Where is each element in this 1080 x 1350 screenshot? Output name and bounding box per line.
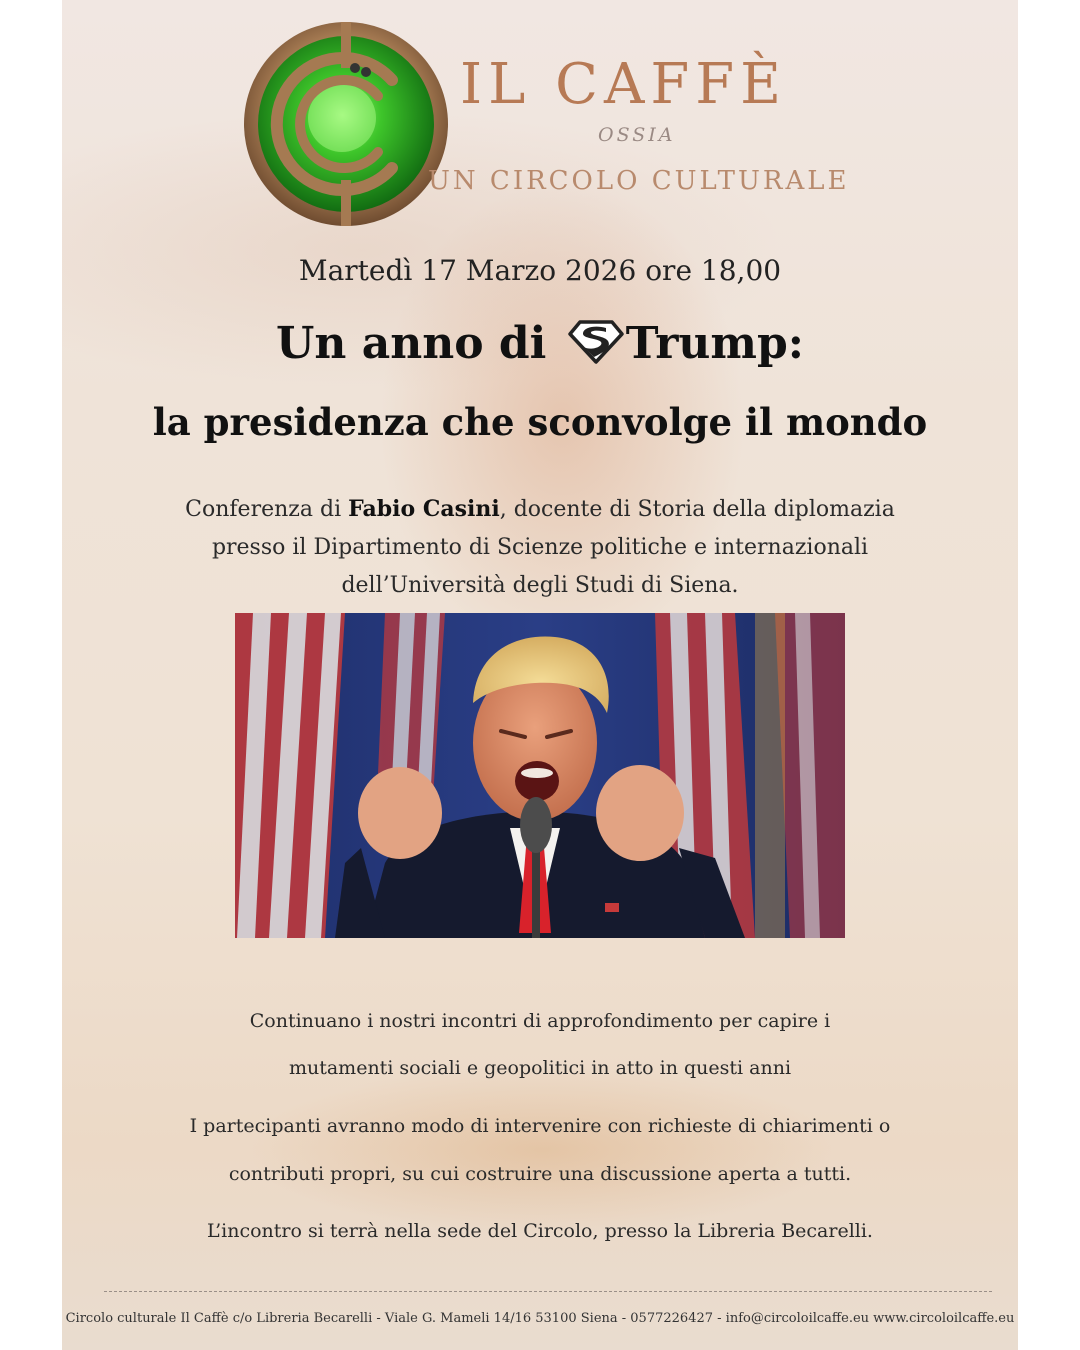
circolo-logo-icon (242, 20, 450, 228)
brand-subtitle: UN CIRCOLO CULTURALE (428, 166, 850, 196)
poster (62, 0, 1018, 1350)
body-line-4: contributi propri, su cui costruire una discussione aperta a tutti. (228, 1163, 852, 1185)
body-line-3: I partecipanti avranno modo di intervenire con richieste di chiarimenti o (189, 1115, 891, 1137)
brand-name: IL CAFFÈ (460, 52, 787, 117)
footer-divider (104, 1291, 992, 1292)
speaker-photo (235, 613, 845, 938)
event-subtitle: la presidenza che sconvolge il mondo (152, 400, 928, 444)
event-title-part2: Trump: (625, 318, 804, 369)
speaker-name: Fabio Casini (348, 496, 500, 522)
body-line-2: mutamenti sociali e geopolitici in atto in questi anni (288, 1057, 792, 1079)
intro-line1-rest: , docente di Storia della diplomazia (499, 497, 895, 522)
event-date: Martedì 17 Marzo 2026 ore 18,00 (298, 254, 782, 287)
footer-contacts: Circolo culturale Il Caffè c/o Libreria Becarelli - Viale G. Mameli 14/16 53100 Siena - 0577226427 - info@circoloilcaffe.eu www.circoloilcaffe.eu (65, 1311, 1015, 1326)
body-line-5: L’incontro si terrà nella sede del Circolo, presso la Libreria Becarelli. (207, 1220, 873, 1242)
intro-line-2: presso il Dipartimento di Scienze politiche e internazionali (211, 535, 869, 560)
intro-prefix: Conferenza di (185, 497, 349, 522)
intro-paragraph (62, 490, 1018, 605)
brand-ossia: OSSIA (598, 124, 676, 146)
event-title (62, 318, 1018, 369)
intro-line-1 (62, 490, 1018, 529)
superman-shield-icon (568, 320, 624, 364)
intro-line-3: dell’Università degli Studi di Siena. (341, 573, 739, 598)
event-title-part1: Un anno di (276, 318, 547, 369)
body-line-1: Continuano i nostri incontri di approfondimento per capire i (249, 1010, 831, 1032)
